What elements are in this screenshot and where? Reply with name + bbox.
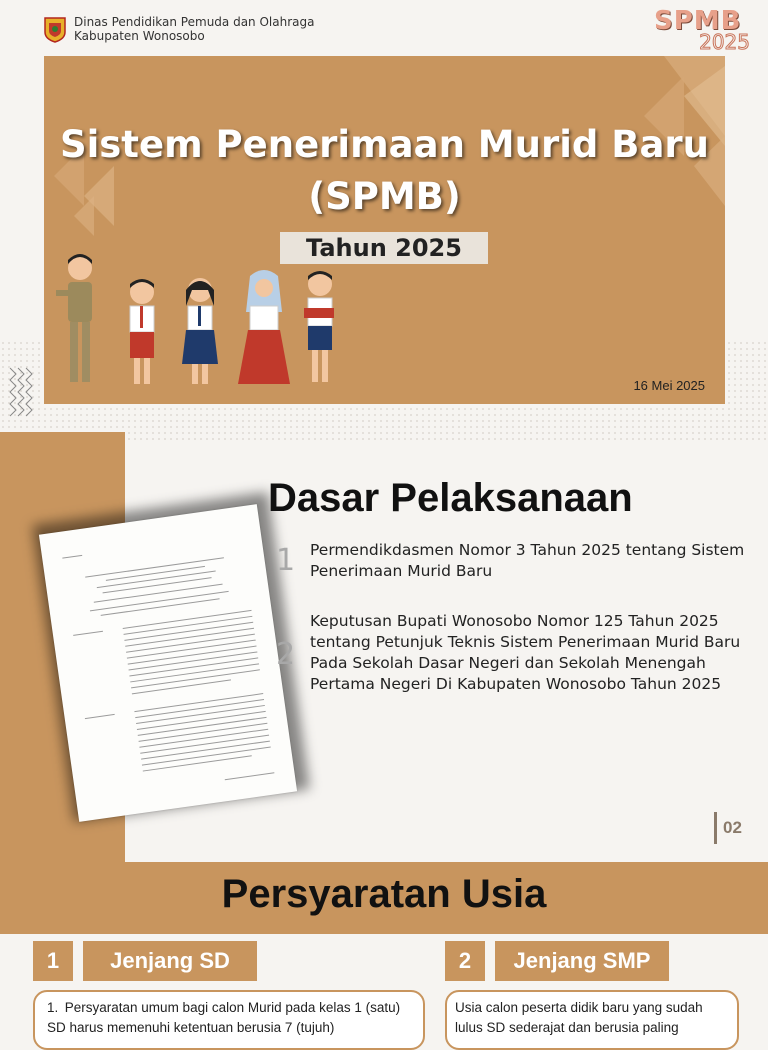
hero-banner [44, 56, 725, 404]
requirement-card-sd [33, 990, 425, 1050]
organization-name [74, 15, 314, 43]
hero-date: 16 Mei 2025 [633, 378, 705, 393]
regency-emblem-icon [44, 17, 66, 43]
hero-title-line-1: Sistem Penerimaan Murid Baru [59, 123, 710, 166]
level-label-sd: Jenjang SD [83, 941, 257, 981]
girl-student-figure [182, 278, 218, 384]
section-title-dasar: Dasar Pelaksanaan [268, 476, 633, 520]
list-item-text: Permendikdasmen Nomor 3 Tahun 2025 tentang Sistem Penerimaan Murid Baru [310, 541, 745, 580]
requirement-card-smp [445, 990, 739, 1050]
regulation-document-image [39, 504, 297, 822]
hero-title-line-2: (SPMB) [308, 175, 461, 218]
boy-student-reading-figure [304, 271, 334, 382]
level-number-badge: 1 [33, 941, 73, 981]
hero-year-label: Tahun 2025 [280, 232, 488, 264]
hijab-student-figure [238, 270, 290, 384]
zigzag-decoration-icon [0, 360, 44, 430]
level-label-smp: Jenjang SMP [495, 941, 669, 981]
teacher-figure [56, 254, 92, 382]
spmb-2025-logo [654, 6, 750, 54]
list-item-number: 1. [47, 1000, 59, 1015]
page-number: 02 [714, 812, 742, 844]
section-title-usia: Persyaratan Usia [221, 872, 547, 916]
organization-line-2: Kabupaten Wonosobo [74, 29, 205, 43]
boy-student-figure [130, 279, 154, 384]
spmb-logo-year: 2025 [699, 30, 750, 54]
list-item-number: 1 [276, 543, 296, 578]
level-number-badge: 2 [445, 941, 485, 981]
requirement-text: Persyaratan umum bagi calon Murid pada kelas 1 (satu) SD harus memenuhi ketentuan berusia 7 (tujuh) [47, 1000, 401, 1035]
list-item-text: Keputusan Bupati Wonosobo Nomor 125 Tahun 2025 tentang Petunjuk Teknis Sistem Penerimaan Murid Baru Pada Sekolah Dasar Negeri dan Sekolah Menengah Pertama Negeri Di Kabupaten Wonosobo Tahun 2025 [310, 612, 741, 693]
students-illustration [50, 246, 350, 396]
requirement-text: Usia calon peserta didik baru yang sudah lulus SD sederajat dan berusia paling [455, 1000, 703, 1035]
spmb-logo-word: SPMB [654, 6, 742, 36]
page-header [0, 0, 768, 56]
list-item-number: 2 [276, 637, 296, 672]
organization-line-1: Dinas Pendidikan Pemuda dan Olahraga [74, 15, 315, 29]
